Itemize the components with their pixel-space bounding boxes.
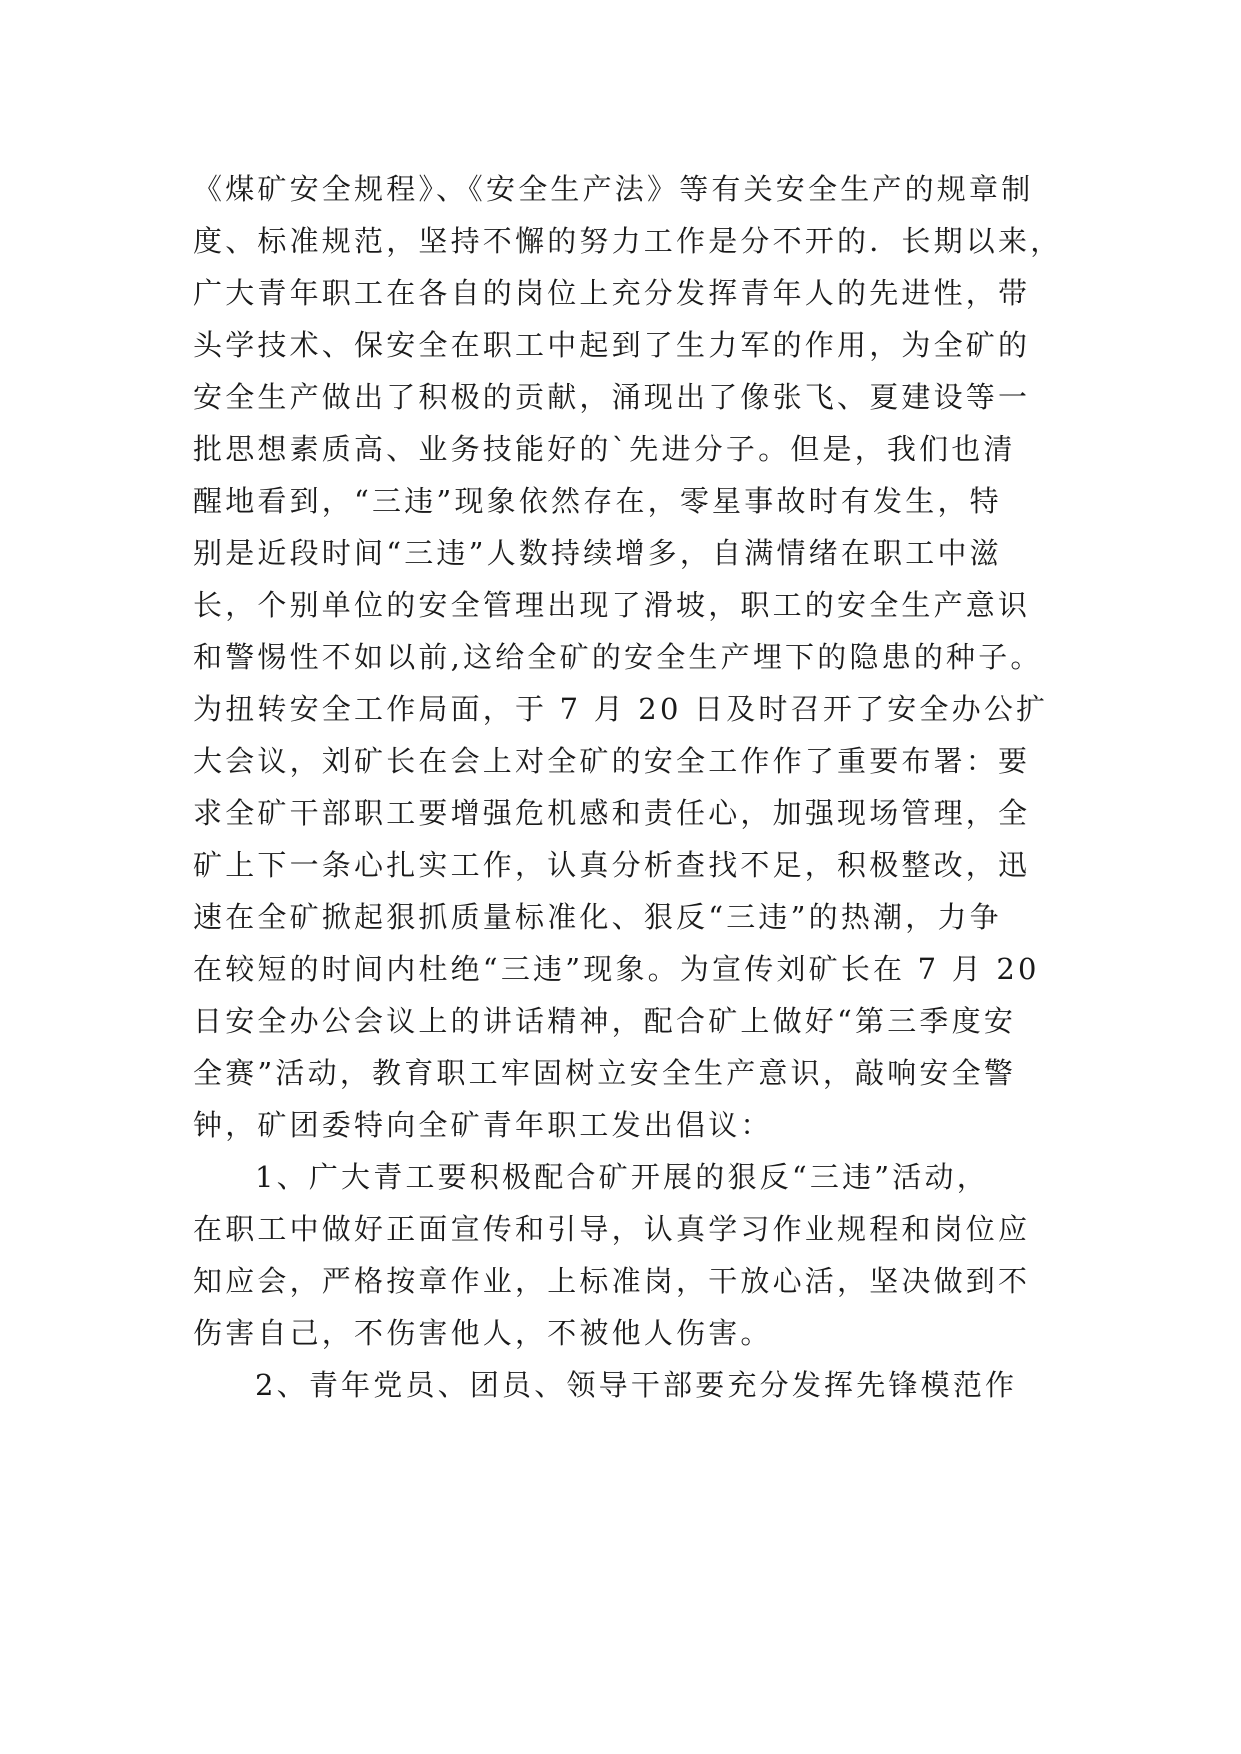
text-line: 全赛”活动，教育职工牢固树立安全生产意识，敲响安全警 <box>193 1056 1017 1090</box>
list-item-2-start: 2、青年党员、团员、领导干部要充分发挥先锋模范作 <box>255 1368 1018 1402</box>
text-line: 速在全矿掀起狠抓质量标准化、狠反“三违”的热潮，力争 <box>193 900 1002 934</box>
text-line: 和警惕性不如以前,这给全矿的安全生产埋下的隐患的种子。 <box>193 640 1043 674</box>
text-line: 矿上下一条心扎实工作，认真分析查找不足，积极整改，迅 <box>193 848 1031 882</box>
text-line: 知应会，严格按章作业，上标准岗，干放心活，坚决做到不 <box>193 1264 1031 1298</box>
text-line: 头学技术、保安全在职工中起到了生力军的作用，为全矿的 <box>193 328 1031 362</box>
list-item-1-start: 1、广大青工要积极配合矿开展的狠反“三违”活动， <box>255 1160 989 1194</box>
text-line: 安全生产做出了积极的贡献，涌现出了像张飞、夏建设等一 <box>193 380 1031 414</box>
text-line: 为扭转安全工作局面，于 7 月 20 日及时召开了安全办公扩 <box>193 692 1049 726</box>
body-text <box>193 163 1063 1411</box>
text-line: 醒地看到，“三违”现象依然存在，零星事故时有发生，特 <box>193 484 1002 518</box>
text-line: 在较短的时间内杜绝“三违”现象。为宣传刘矿长在 7 月 20 <box>193 952 1040 986</box>
text-line: 求全矿干部职工要增强危机感和责任心，加强现场管理，全 <box>193 796 1031 830</box>
text-line: 伤害自己，不伤害他人，不被他人伤害。 <box>193 1316 773 1350</box>
text-line: 度、标准规范，坚持不懈的努力工作是分不开的．长期以来， <box>193 224 1063 258</box>
text-line: 大会议，刘矿长在会上对全矿的安全工作作了重要布署：要 <box>193 744 1031 778</box>
text-line: 在职工中做好正面宣传和引导，认真学习作业规程和岗位应 <box>193 1212 1031 1246</box>
text-line: 长，个别单位的安全管理出现了滑坡，职工的安全生产意识 <box>193 588 1031 622</box>
text-line: 广大青年职工在各自的岗位上充分发挥青年人的先进性，带 <box>193 276 1031 310</box>
text-line: 批思想素质高、业务技能好的`先进分子。但是，我们也清 <box>193 432 1016 466</box>
text-line: 别是近段时间“三违”人数持续增多，自满情绪在职工中滋 <box>193 536 1002 570</box>
text-line: 日安全办公会议上的讲话精神，配合矿上做好“第三季度安 <box>193 1004 1017 1038</box>
text-line: 《煤矿安全规程》、《安全生产法》等有关安全生产的规章制 <box>193 172 1034 206</box>
text-line: 钟，矿团委特向全矿青年职工发出倡议： <box>193 1108 773 1142</box>
